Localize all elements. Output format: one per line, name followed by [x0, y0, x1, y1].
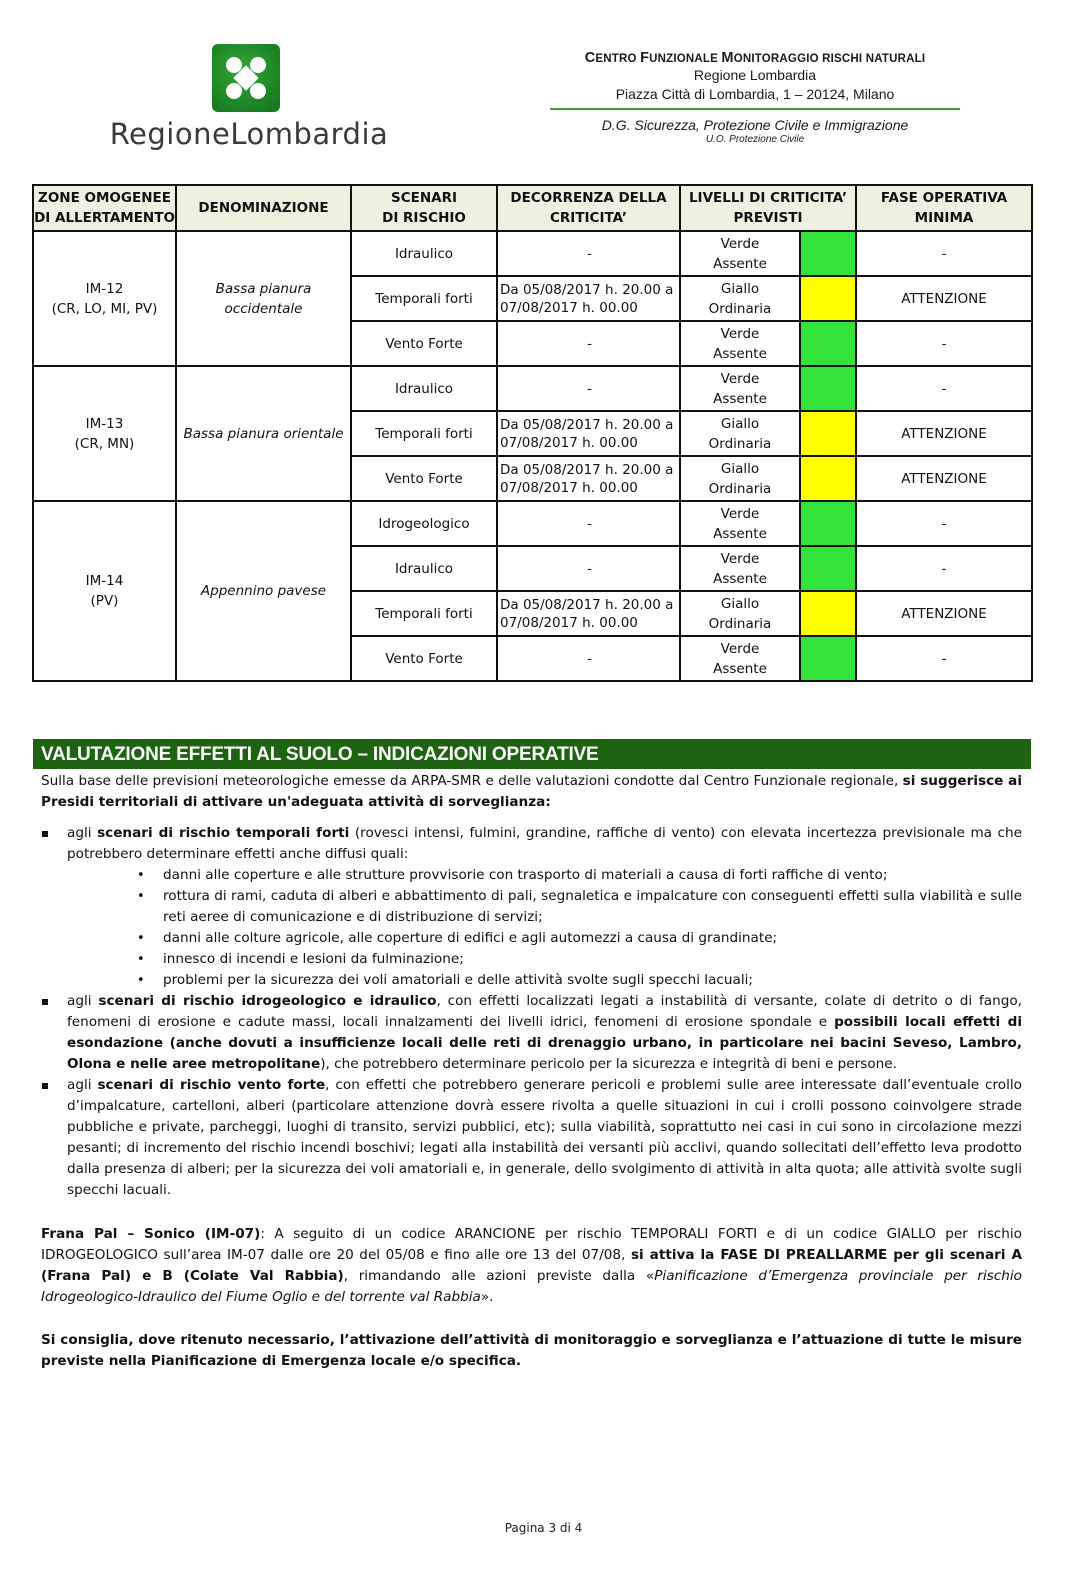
decorrenza-cell: - — [497, 231, 680, 276]
list-item-idrogeologico: agli scenari di rischio idrogeologico e idraulico, con effetti localizzati legati a instabilità di versante, colate di detrito o di fango, fenomeni di erosione e cadute massi, locali innalzamenti dei livelli idrici, fenomeni di erosione spondale e possibili locali effetti di esondazione (anche dovuti a insufficienze locali delle reti di drenaggio urbano, in particolare nei bacini Seveso, Lambro, Olona e nelle aree metropolitane), che potrebbero determinare pericolo per la sicurezza e integrità di beni e persone. — [41, 991, 1022, 1075]
level-cell: Verde Assente — [680, 366, 800, 411]
scenario-cell: Idraulico — [351, 546, 497, 591]
scenario-cell: Vento Forte — [351, 321, 497, 366]
col-header-zone: ZONE OMOGENEE DI ALLERTAMENTO — [33, 185, 176, 231]
organization-block — [550, 50, 960, 146]
level-color-green — [800, 501, 856, 546]
list-item: • danni alle coperture e alle strutture provvisorie con trasporto di materiali a causa di forti raffiche di vento; — [137, 865, 1022, 886]
header-divider — [550, 108, 960, 110]
col-header-decorrenza: DECORRENZA DELLA CRITICITA’ — [497, 185, 680, 231]
lombardy-rose-icon — [212, 44, 280, 112]
level-color-green — [800, 636, 856, 681]
list-item: • danni alle colture agricole, alle coperture di edifici e agli automezzi a causa di grandinate; — [137, 928, 1022, 949]
scenario-cell: Temporali forti — [351, 591, 497, 636]
zone-cell: IM-14 (PV) — [33, 501, 176, 681]
fase-cell: ATTENZIONE — [856, 411, 1032, 456]
level-cell: Giallo Ordinaria — [680, 456, 800, 501]
table-row — [33, 501, 1032, 546]
level-cell: Verde Assente — [680, 321, 800, 366]
level-color-yellow — [800, 456, 856, 501]
advice-paragraph: Si consiglia, dove ritenuto necessario, l’attivazione dell’attività di monitoraggio e sorveglianza e l’attuazione di tutte le misure previste nella Pianificazione di Emergenza locale e/o specifica. — [41, 1332, 1022, 1369]
level-color-green — [800, 546, 856, 591]
scenario-cell: Vento Forte — [351, 636, 497, 681]
level-color-green — [800, 321, 856, 366]
criticality-table — [32, 184, 1033, 682]
level-cell: Verde Assente — [680, 231, 800, 276]
decorrenza-cell: - — [497, 501, 680, 546]
intro-paragraph: Sulla base delle previsioni meteorologiche emesse da ARPA-SMR e delle valutazioni condotte dal Centro Funzionale regionale, si suggerisce ai Presidi territoriali di attivare un'adeguata attività di sorveglianza: — [41, 773, 1022, 810]
scenario-cell: Temporali forti — [351, 411, 497, 456]
list-item-temporali: agli scenari di rischio temporali forti (rovesci intensi, fulmini, grandine, raffiche di vento) con elevata incertezza previsionale ma che potrebbero determinare effetti anche diffusi quali: • danni alle coperture e alle strutture provvisorie con trasporto di materiali a causa di forti raffiche di vento; • rottura di rami, caduta di alberi e abbattimento di pali, segnaletica e impalcature con conseguenti effetti sulla viabilità e sulle reti aeree di comunicazione e di distribuzione di servizi; • danni alle colture agricole, alle coperture di edifici e agli automezzi a causa di grandinate; • innesco di incendi e lesioni da fulminazione; • problemi per la sicurezza dei voli amatoriali e delle attività svolte sugli specchi lacuali; — [41, 823, 1022, 991]
level-cell: Giallo Ordinaria — [680, 591, 800, 636]
decorrenza-cell: - — [497, 636, 680, 681]
page-number: Pagina 3 di 4 — [504, 1521, 583, 1535]
level-color-yellow — [800, 276, 856, 321]
table-row — [33, 231, 1032, 276]
logo-wordmark: RegioneLombardia — [109, 117, 389, 151]
decorrenza-cell: Da 05/08/2017 h. 20.00 a 07/08/2017 h. 00.00 — [497, 591, 680, 636]
temporali-effects-list — [67, 865, 1022, 991]
fase-cell: - — [856, 231, 1032, 276]
scenario-list — [41, 823, 1022, 1201]
decorrenza-cell: Da 05/08/2017 h. 20.00 a 07/08/2017 h. 00.00 — [497, 456, 680, 501]
decorrenza-cell: - — [497, 546, 680, 591]
scenario-cell: Idraulico — [351, 231, 497, 276]
fase-cell: - — [856, 366, 1032, 411]
table-row — [33, 366, 1032, 411]
list-item-vento: agli scenari di rischio vento forte, con effetti che potrebbero generare pericoli e problemi sulle aree interessate dall’eventuale crollo d’impalcature, cartelloni, alberi (particolare attenzione dovrà essere rivolta a quelle situazioni in cui i crolli possono coinvolgere strade pubbliche e private, parcheggi, luoghi di transito, servizi pubblici, etc); sulla viabilità, soprattutto nei casi in cui sono in circolazione mezzi pesanti; di incremento del rischio incendi boschivi; legati alla instabilità dei versanti più acclivi, quando sollecitati dell’effetto leva prodotto dalla presenza di alberi; per la sicurezza dei voli amatoriali e, in generale, dello svolgimento di attività in alta quota; alle attività svolte sugli specchi lacuali. — [41, 1075, 1022, 1201]
decorrenza-cell: Da 05/08/2017 h. 20.00 a 07/08/2017 h. 00.00 — [497, 411, 680, 456]
col-header-livelli: LIVELLI DI CRITICITA’ PREVISTI — [680, 185, 856, 231]
zone-cell: IM-12 (CR, LO, MI, PV) — [33, 231, 176, 366]
denominazione-cell: Appennino pavese — [176, 501, 351, 681]
list-item: • problemi per la sicurezza dei voli amatoriali e delle attività svolte sugli specchi lacuali; — [137, 970, 1022, 991]
level-color-green — [800, 231, 856, 276]
fase-cell: - — [856, 546, 1032, 591]
level-cell: Giallo Ordinaria — [680, 276, 800, 321]
fase-cell: - — [856, 636, 1032, 681]
org-title: CENTRO FUNZIONALE MONITORAGGIO RISCHI NATURALI — [584, 50, 926, 66]
list-item: • rottura di rami, caduta di alberi e abbattimento di pali, segnaletica e impalcature con conseguenti effetti sulla viabilità e sulle reti aeree di comunicazione e di distribuzione di servizi; — [137, 886, 1022, 928]
decorrenza-cell: Da 05/08/2017 h. 20.00 a 07/08/2017 h. 00.00 — [497, 276, 680, 321]
denominazione-cell: Bassa pianura orientale — [176, 366, 351, 501]
level-color-green — [800, 366, 856, 411]
fase-cell: ATTENZIONE — [856, 276, 1032, 321]
denominazione-cell: Bassa pianura occidentale — [176, 231, 351, 366]
scenario-cell: Temporali forti — [351, 276, 497, 321]
level-cell: Verde Assente — [680, 501, 800, 546]
level-color-yellow — [800, 591, 856, 636]
col-header-scenari: SCENARI DI RISCHIO — [351, 185, 497, 231]
section-title-bar: VALUTAZIONE EFFETTI AL SUOLO – INDICAZIONI OPERATIVE — [33, 739, 1031, 769]
fase-cell: - — [856, 321, 1032, 366]
decorrenza-cell: - — [497, 321, 680, 366]
decorrenza-cell: - — [497, 366, 680, 411]
fase-cell: - — [856, 501, 1032, 546]
fase-cell: ATTENZIONE — [856, 591, 1032, 636]
level-cell: Verde Assente — [680, 546, 800, 591]
level-cell: Giallo Ordinaria — [680, 411, 800, 456]
level-cell: Verde Assente — [680, 636, 800, 681]
zone-cell: IM-13 (CR, MN) — [33, 366, 176, 501]
regione-lombardia-logo — [104, 44, 394, 154]
org-unit: U.O. Protezione Civile — [705, 134, 805, 145]
fase-cell: ATTENZIONE — [856, 456, 1032, 501]
org-address: Piazza Città di Lombardia, 1 – 20124, Milano — [615, 86, 895, 102]
col-header-denominazione: DENOMINAZIONE — [176, 185, 351, 231]
org-directorate: D.G. Sicurezza, Protezione Civile e Immigrazione — [601, 117, 909, 133]
list-item: • innesco di incendi e lesioni da fulminazione; — [137, 949, 1022, 970]
level-color-yellow — [800, 411, 856, 456]
scenario-cell: Idraulico — [351, 366, 497, 411]
scenario-cell: Idrogeologico — [351, 501, 497, 546]
org-region: Regione Lombardia — [693, 67, 817, 83]
scenario-cell: Vento Forte — [351, 456, 497, 501]
col-header-fase: FASE OPERATIVA MINIMA — [856, 185, 1032, 231]
table-header-row — [33, 185, 1032, 231]
frana-pal-paragraph: Frana Pal – Sonico (IM-07): A seguito di un codice ARANCIONE per rischio TEMPORALI FORTI e di un codice GIALLO per rischio IDROGEOLOGICO sull’area IM-07 dalle ore 20 del 05/08 e fino alle ore 13 del 07/08, si attiva la FASE DI PREALLARME per gli scenari A (Frana Pal) e B (Colate Val Rabbia), rimandando alle azioni previste dalla «Pianificazione d’Emergenza provinciale per rischio Idrogeologico-Idraulico del Fiume Oglio e del torrente val Rabbia». — [41, 1226, 1022, 1305]
